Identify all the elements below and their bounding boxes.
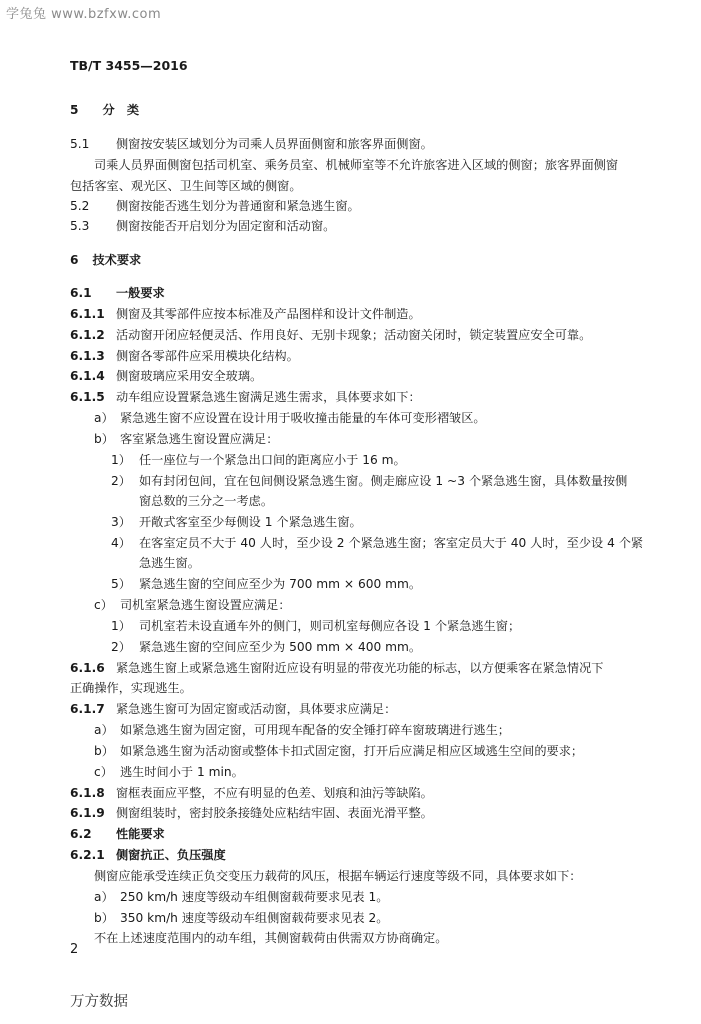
list-item-b3: 3） 开敞式客室至少每侧设 1 个紧急逃生窗。 bbox=[111, 515, 362, 529]
clause-6-1-6-line1: 6.1.6 紧急逃生窗上或紧急逃生窗附近应设有明显的带夜光功能的标志，以方便乘客在紧急情况下 bbox=[70, 661, 604, 675]
list-item-b2-line2: 窗总数的三分之一考虑。 bbox=[139, 494, 274, 508]
clause-6-1-1: 6.1.1 侧窗及其零部件应按本标准及产品图样和设计文件制造。 bbox=[70, 307, 421, 321]
paragraph-6-2-1: 侧窗应能承受连续正负交变压力载荷的风压，根据车辆运行速度等级不同，具体要求如下： bbox=[94, 869, 582, 883]
list-item-a: a） 紧急逃生窗不应设置在设计用于吸收撞击能量的车体可变形褶皱区。 bbox=[94, 411, 486, 425]
list-item-7b: b） 如紧急逃生窗为活动窗或整体卡扣式固定窗，打开后应满足相应区域逃生空间的要求； bbox=[94, 744, 584, 758]
clause-6-1-7: 6.1.7 紧急逃生窗可为固定窗或活动窗，具体要求应满足： bbox=[70, 702, 397, 716]
paragraph-5-1-line1: 司乘人员界面侧窗包括司机室、乘务员室、机械师室等不允许旅客进入区域的侧窗；旅客界面侧窗 bbox=[94, 158, 619, 172]
clause-5-2: 5.2 侧窗按能否逃生划分为普通窗和紧急逃生窗。 bbox=[70, 199, 360, 213]
clause-6-1-5: 6.1.5 动车组应设置紧急逃生窗满足逃生需求，具体要求如下： bbox=[70, 390, 421, 404]
clause-6-1-8: 6.1.8 窗框表面应平整，不应有明显的色差、划痕和油污等缺陷。 bbox=[70, 786, 433, 800]
clause-6-1-2: 6.1.2 活动窗开闭应轻便灵活、作用良好、无别卡现象；活动窗关闭时，锁定装置应安全可靠。 bbox=[70, 328, 592, 342]
section-5-heading: 5 分 类 bbox=[70, 103, 140, 117]
list-item-b5: 5） 紧急逃生窗的空间应至少为 700 mm × 600 mm。 bbox=[111, 577, 422, 591]
watermark: 学兔兔 www.bzfxw.com bbox=[6, 7, 162, 22]
clause-6-1-6-line2: 正确操作，实现逃生。 bbox=[70, 681, 192, 695]
list-item-7a: a） 如紧急逃生窗为固定窗，可用现车配备的安全锤打碎车窗玻璃进行逃生； bbox=[94, 723, 510, 737]
list-item-e-b: b） 350 km/h 速度等级动车组侧窗载荷要求见表 2。 bbox=[94, 911, 389, 925]
clause-6-2-heading: 6.2 性能要求 bbox=[70, 827, 165, 841]
clause-6-1-4: 6.1.4 侧窗玻璃应采用安全玻璃。 bbox=[70, 369, 263, 383]
clause-5-1: 5.1 侧窗按安装区域划分为司乘人员界面侧窗和旅客界面侧窗。 bbox=[70, 137, 433, 151]
list-item-e-a: a） 250 km/h 速度等级动车组侧窗载荷要求见表 1。 bbox=[94, 890, 389, 904]
paragraph-6-2-1-last: 不在上述速度范围内的动车组，其侧窗载荷由供需双方协商确定。 bbox=[94, 931, 448, 945]
paragraph-5-1-line2: 包括客室、观光区、卫生间等区域的侧窗。 bbox=[70, 179, 302, 193]
list-item-b2-line1: 2） 如有封闭包间，宜在包间侧设紧急逃生窗。侧走廊应设 1 ~3 个紧急逃生窗，具体数量按侧 bbox=[111, 474, 628, 488]
list-item-b4-line2: 急逃生窗。 bbox=[139, 556, 200, 570]
clause-6-1-heading: 6.1 一般要求 bbox=[70, 286, 165, 300]
list-item-c1: 1） 司机室若未设直通车外的侧门，则司机室每侧应各设 1 个紧急逃生窗； bbox=[111, 619, 521, 633]
clause-6-1-3: 6.1.3 侧窗各零部件应采用模块化结构。 bbox=[70, 349, 299, 363]
clause-6-2-1-heading: 6.2.1 侧窗抗正、负压强度 bbox=[70, 848, 226, 862]
standard-number: TB/T 3455—2016 bbox=[70, 58, 188, 73]
list-item-c: c） 司机室紧急逃生窗设置应满足： bbox=[94, 598, 291, 612]
list-item-7c: c） 逃生时间小于 1 min。 bbox=[94, 765, 244, 779]
list-item-b1: 1） 任一座位与一个紧急出口间的距离应小于 16 m。 bbox=[111, 453, 406, 467]
section-6-heading: 6 技术要求 bbox=[70, 253, 142, 267]
list-item-b4-line1: 4） 在客室定员不大于 40 人时，至少设 2 个紧急逃生窗；客室定员大于 40 人时，至少设 4 个紧 bbox=[111, 536, 644, 550]
list-item-b: b） 客室紧急逃生窗设置应满足： bbox=[94, 432, 279, 446]
footer-mark: 万方数据 bbox=[70, 994, 128, 1010]
list-item-c2: 2） 紧急逃生窗的空间应至少为 500 mm × 400 mm。 bbox=[111, 640, 422, 654]
page-number: 2 bbox=[70, 942, 79, 957]
clause-6-1-9: 6.1.9 侧窗组装时，密封胶条接缝处应粘结牢固、表面光滑平整。 bbox=[70, 806, 433, 820]
clause-5-3: 5.3 侧窗按能否开启划分为固定窗和活动窗。 bbox=[70, 219, 336, 233]
